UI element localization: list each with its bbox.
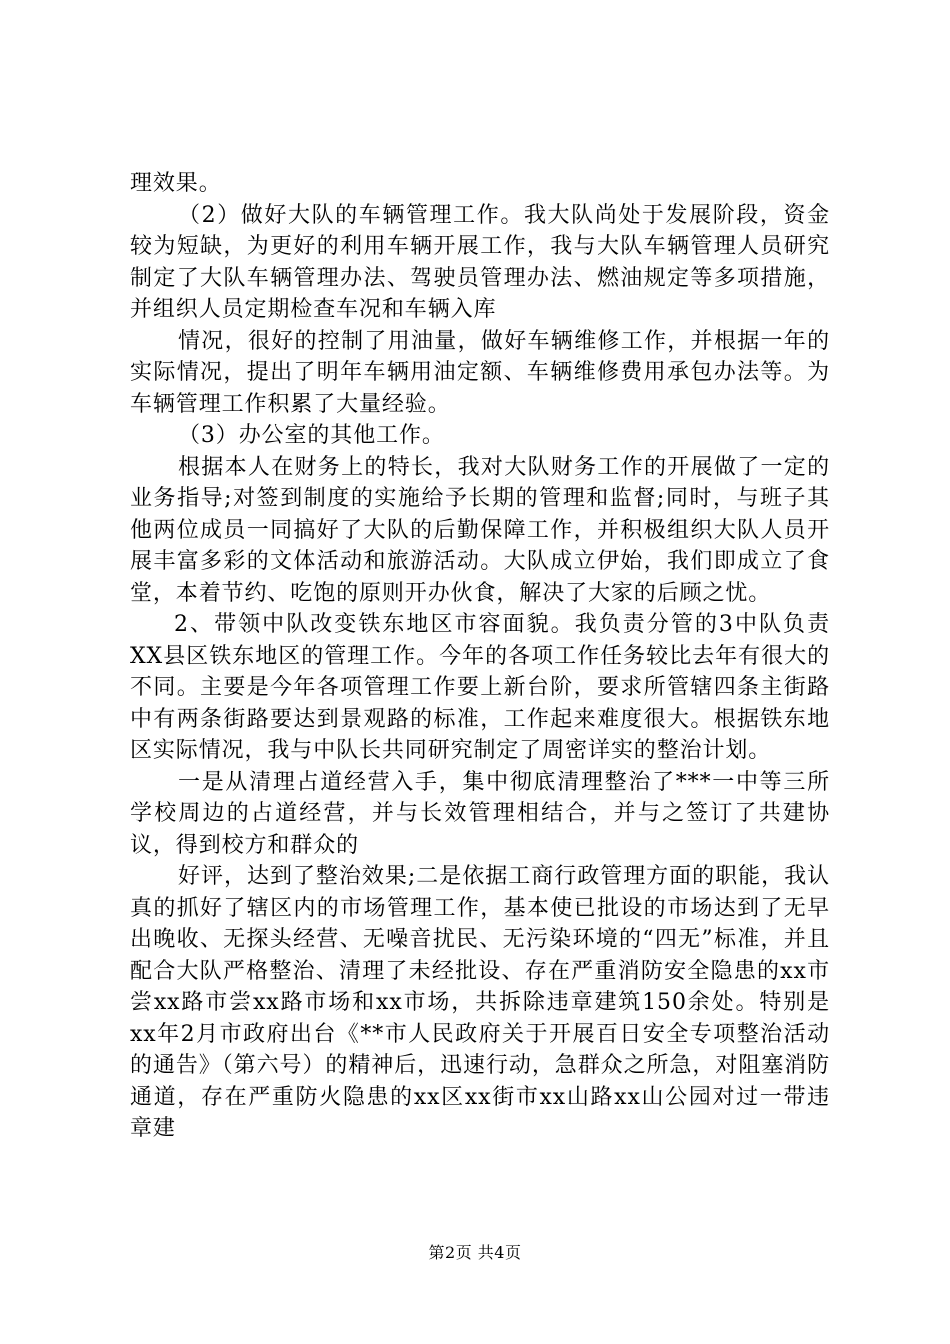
paragraph-squadron-leadership: 2、带领中队改变铁东地区市容面貌。我负责分管的3中队负责XX县区铁东地区的管理工作。今年的各项工作任务较比去年有很大的不同。主要是今年各项管理工作要上新台阶，要求所管辖四条主街路中有两条街路要达到景观路的标准，工作起来难度很大。根据铁东地区实际情况，我与中队长共同研究制定了周密详实的整治计划。 (130, 612, 830, 763)
document-body (130, 168, 830, 1145)
paragraph-vehicle-management: （2）做好大队的车辆管理工作。我大队尚处于发展阶段，资金较为短缺，为更好的利用车辆开展工作，我与大队车辆管理人员研究制定了大队车辆管理办法、驾驶员管理办法、燃油规定等多项措施，并组织人员定期检查车况和车辆入库 (130, 202, 830, 322)
paragraph-occupation-cleanup: 一是从清理占道经营入手，集中彻底清理整治了***一中等三所学校周边的占道经营，并与长效管理相结合，并与之签订了共建协议，得到校方和群众的 (130, 769, 830, 858)
paragraph-vehicle-results: 情况，很好的控制了用油量，做好车辆维修工作，并根据一年的实际情况，提出了明年车辆用油定额、车辆维修费用承包办法等。为车辆管理工作积累了大量经验。 (130, 328, 830, 417)
paragraph-market-management: 好评，达到了整治效果;二是依据工商行政管理方面的职能，我认真的抓好了辖区内的市场管理工作，基本使已批设的市场达到了无早出晚收、无探头经营、无噪音扰民、无污染环境的“四无”标准，并且配合大队严格整治、清理了未经批设、存在严重消防安全隐患的xx市尝xx路市尝xx路市场和xx市场，共拆除违章建筑150余处。特别是xx年2月市政府出台《**市人民政府关于开展百日安全专项整治活动的通告》（第六号）的精神后，迅速行动，急群众之所急，对阻塞消防通道，存在严重防火隐患的xx区xx街市xx山路xx山公园对过一带违章建 (130, 864, 830, 1141)
paragraph-finance-support: 根据本人在财务上的特长，我对大队财务工作的开展做了一定的业务指导;对签到制度的实施给予长期的管理和监督;同时，与班子其他两位成员一同搞好了大队的后勤保障工作，并积极组织大队人员开展丰富多彩的文体活动和旅游活动。大队成立伊始，我们即成立了食堂，本着节约、吃饱的原则开办伙食，解决了大家的后顾之忧。 (130, 454, 830, 606)
paragraph-office-heading: （3）办公室的其他工作。 (178, 423, 445, 448)
paragraph-continuation: 理效果。 (130, 171, 222, 196)
page-number-footer: 第2页 共4页 (428, 1243, 522, 1262)
